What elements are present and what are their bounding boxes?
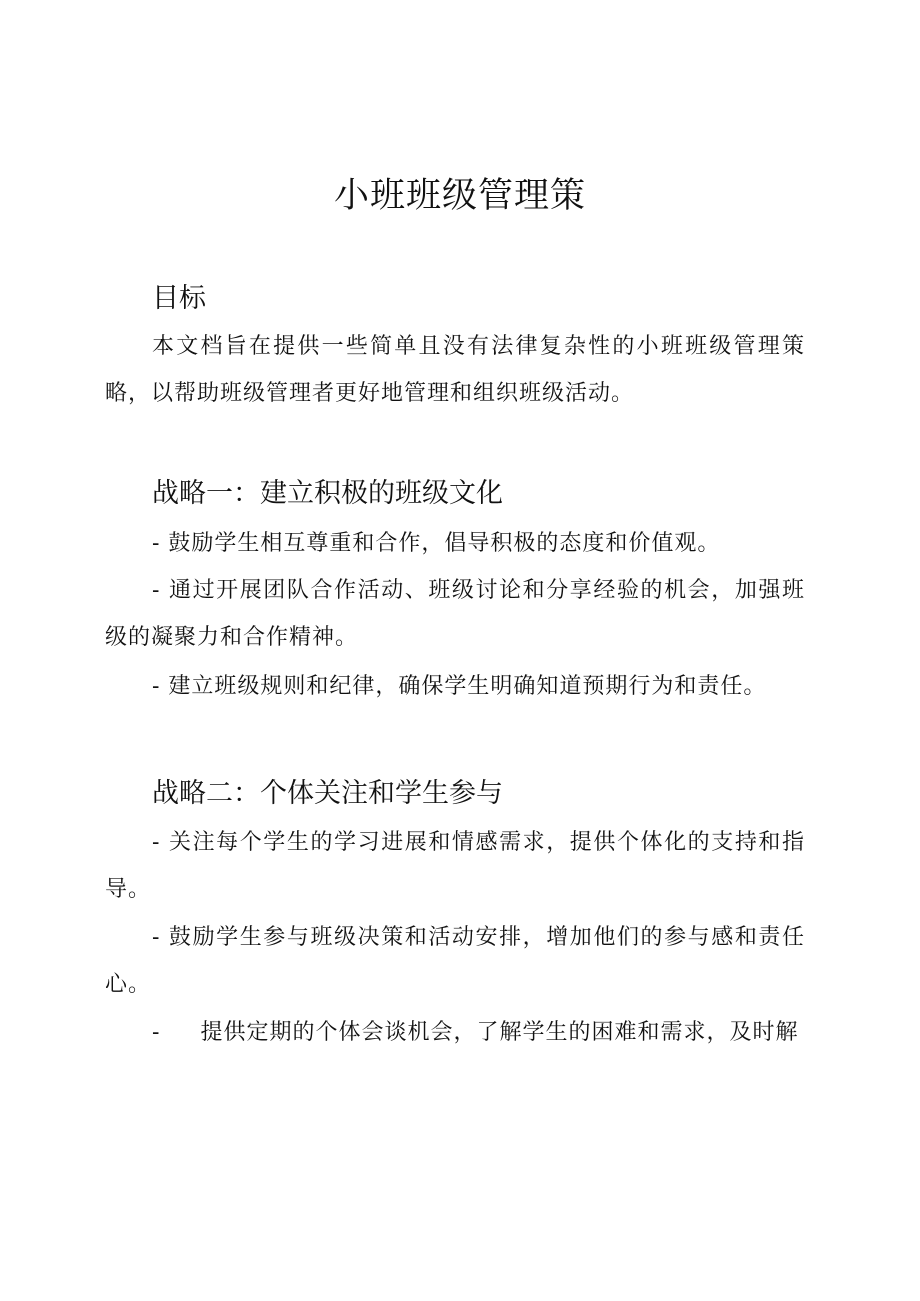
strategy-two-item-3 — [105, 1009, 835, 1056]
document-title: 小班班级管理策 — [333, 176, 586, 216]
strategy-one-item-2: - 通过开展团队合作活动、班级讨论和分享经验的机会，加强班级的凝聚力和合作精神。 — [105, 578, 805, 650]
goal-paragraph: 本文档旨在提供一些简单且没有法律复杂性的小班班级管理策略，以帮助班级管理者更好地管理和组织班级活动。 — [105, 334, 805, 406]
section-heading-strategy-two: 战略二：个体关注和学生参与 — [152, 778, 503, 809]
strategy-two-item-3-text: 提供定期的个体会谈机会，了解学生的困难和需求，及时解 — [200, 1020, 799, 1045]
strategy-one-item-1: - 鼓励学生相互尊重和合作，倡导积极的态度和价值观。 — [152, 531, 721, 556]
strategy-two-item-2: - 鼓励学生参与班级决策和活动安排，增加他们的参与感和责任心。 — [105, 925, 805, 997]
list-dash: - — [152, 1020, 161, 1045]
section-heading-goal: 目标 — [152, 283, 206, 314]
strategy-one-item-3: - 建立班级规则和纪律，确保学生明确知道预期行为和责任。 — [152, 674, 767, 699]
strategy-two-item-1: - 关注每个学生的学习进展和情感需求，提供个体化的支持和指导。 — [105, 830, 805, 902]
section-heading-strategy-one: 战略一：建立积极的班级文化 — [152, 478, 503, 509]
